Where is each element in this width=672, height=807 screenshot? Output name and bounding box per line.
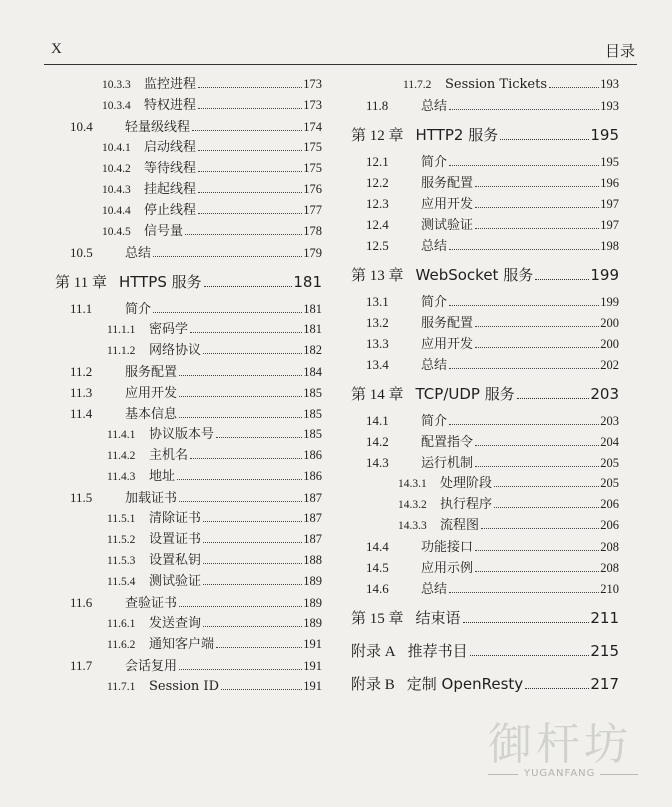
toc-entry-title: 简介 — [421, 414, 448, 429]
toc-entry-number: 11.5.2 — [107, 534, 136, 546]
toc-entry-number: 11.5.3 — [107, 555, 136, 567]
toc-dot-leader — [198, 213, 302, 214]
toc-entry-title: 协议版本号 — [149, 427, 215, 442]
toc-entry-page: 191 — [303, 637, 322, 651]
toc-entry-number: 11.4.2 — [107, 450, 136, 462]
toc-dot-leader — [153, 312, 302, 313]
toc-entry-number: 11.6.2 — [107, 639, 136, 651]
toc-right-column — [351, 74, 619, 700]
toc-entry — [351, 333, 619, 354]
toc-dot-leader — [525, 688, 589, 689]
toc-entry-page: 193 — [600, 77, 619, 91]
toc-chapter-entry — [55, 268, 322, 296]
toc-entry-title: 总结 — [421, 99, 448, 114]
toc-dot-leader — [198, 87, 302, 88]
toc-dot-leader — [179, 669, 302, 670]
toc-entry-number: 11.1.2 — [107, 345, 136, 357]
toc-entry — [351, 578, 619, 599]
toc-entry-title: 应用开发 — [421, 337, 474, 352]
toc-dot-leader — [190, 332, 302, 333]
toc-entry-page: 186 — [303, 469, 322, 483]
toc-entry — [55, 424, 322, 445]
toc-entry-number: 10.3.4 — [102, 100, 131, 112]
toc-dot-leader — [470, 655, 590, 656]
toc-entry-number: 14.3.3 — [398, 520, 427, 532]
toc-chapter-entry — [351, 121, 619, 149]
toc-entry-title: 执行程序 — [440, 497, 493, 512]
toc-entry — [351, 452, 619, 473]
toc-entry-page: 184 — [303, 365, 322, 379]
toc-entry-title: 测试验证 — [421, 218, 474, 233]
toc-entry-number: 11.4 — [70, 406, 93, 421]
toc-dot-leader — [475, 207, 599, 208]
toc-entry-title: 会话复用 — [125, 659, 178, 674]
toc-entry-page: 188 — [303, 553, 322, 567]
toc-entry — [55, 319, 322, 340]
toc-entry-page: 187 — [303, 532, 322, 546]
toc-chapter-entry — [351, 637, 619, 665]
toc-left-column — [55, 74, 322, 697]
toc-entry-page: 204 — [600, 435, 619, 449]
toc-entry — [55, 361, 322, 382]
toc-entry-page: 181 — [293, 273, 322, 291]
toc-entry-title: 轻量级线程 — [125, 120, 191, 135]
toc-entry-page: 203 — [590, 385, 619, 403]
toc-dot-leader — [549, 87, 599, 88]
toc-dot-leader — [449, 305, 599, 306]
toc-entry-title: 处理阶段 — [440, 476, 493, 491]
toc-entry-number: 13.1 — [366, 294, 389, 309]
toc-dot-leader — [463, 622, 590, 623]
toc-entry — [351, 193, 619, 214]
toc-entry-title: HTTPS 服务 — [118, 273, 202, 291]
toc-entry-title: 简介 — [421, 295, 448, 310]
toc-entry-page: 196 — [600, 176, 619, 190]
toc-entry — [351, 172, 619, 193]
toc-entry-number: 11.7.1 — [107, 681, 136, 693]
toc-entry — [55, 242, 322, 263]
toc-entry — [55, 676, 322, 697]
toc-entry — [351, 431, 619, 452]
toc-entry-page: 178 — [303, 224, 322, 238]
toc-entry-title: 测试验证 — [149, 574, 202, 589]
toc-entry-number: 10.4.5 — [102, 226, 131, 238]
toc-dot-leader — [494, 486, 599, 487]
toc-entry-number: 14.3.2 — [398, 499, 427, 511]
toc-entry-number: 第 11 章 — [55, 275, 107, 291]
toc-dot-leader — [203, 521, 302, 522]
toc-entry-number: 13.3 — [366, 336, 389, 351]
toc-entry-page: 200 — [600, 316, 619, 330]
toc-entry-page: 205 — [600, 476, 619, 490]
toc-dot-leader — [475, 445, 599, 446]
toc-entry-page: 175 — [303, 161, 322, 175]
watermark-rule-left — [488, 774, 518, 775]
toc-entry-page: 185 — [303, 427, 322, 441]
toc-entry-title: 配置指令 — [421, 435, 474, 450]
toc-entry-page: 173 — [303, 98, 322, 112]
toc-chapter-entry — [351, 261, 619, 289]
toc-dot-leader — [475, 571, 599, 572]
toc-dot-leader — [198, 171, 302, 172]
toc-dot-leader — [216, 647, 302, 648]
toc-entry-number: 附录 B — [351, 677, 395, 693]
toc-entry — [351, 536, 619, 557]
toc-dot-leader — [203, 626, 302, 627]
toc-dot-leader — [449, 424, 599, 425]
toc-dot-leader — [203, 563, 302, 564]
toc-entry-title: 发送查询 — [149, 616, 202, 631]
toc-entry-page: 185 — [303, 407, 322, 421]
toc-entry-page: 189 — [303, 596, 322, 610]
toc-dot-leader — [535, 279, 589, 280]
toc-entry-title: 服务配置 — [421, 176, 474, 191]
toc-dot-leader — [198, 108, 302, 109]
toc-entry-page: 197 — [600, 218, 619, 232]
toc-entry-number: 11.6.1 — [107, 618, 136, 630]
toc-entry-title: 密码学 — [149, 322, 189, 337]
toc-entry-number: 10.4 — [70, 119, 93, 134]
toc-entry-title: 挂起线程 — [144, 182, 197, 197]
watermark-rule-right — [600, 774, 638, 775]
toc-entry-title: 应用示例 — [421, 561, 474, 576]
toc-entry-page: 191 — [303, 679, 322, 693]
toc-dot-leader — [517, 398, 590, 399]
toc-entry-number: 11.2 — [70, 364, 93, 379]
toc-entry — [351, 515, 619, 536]
toc-entry-title: 总结 — [125, 246, 152, 261]
toc-entry-title: 设置私钥 — [149, 553, 202, 568]
toc-entry-page: 208 — [600, 540, 619, 554]
toc-entry-number: 12.5 — [366, 238, 389, 253]
toc-entry — [55, 529, 322, 550]
toc-entry-page: 181 — [303, 322, 322, 336]
toc-entry-number: 11.7 — [70, 658, 93, 673]
toc-entry — [55, 382, 322, 403]
toc-entry-page: 191 — [303, 659, 322, 673]
toc-entry — [55, 158, 322, 179]
toc-entry-page: 208 — [600, 561, 619, 575]
toc-entry — [351, 312, 619, 333]
toc-entry-title: 服务配置 — [421, 316, 474, 331]
toc-dot-leader — [449, 165, 599, 166]
toc-entry — [55, 613, 322, 634]
toc-entry — [55, 592, 322, 613]
toc-entry-page: 211 — [590, 609, 619, 627]
toc-entry-number: 12.4 — [366, 217, 389, 232]
toc-entry-title: 简介 — [421, 155, 448, 170]
toc-entry-page: 189 — [303, 616, 322, 630]
toc-entry — [351, 494, 619, 515]
toc-entry-title: 网络协议 — [149, 343, 202, 358]
toc-entry-page: 181 — [303, 302, 322, 316]
toc-entry-number: 第 15 章 — [351, 611, 404, 627]
toc-entry — [55, 634, 322, 655]
toc-entry-number: 14.5 — [366, 560, 389, 575]
toc-dot-leader — [185, 234, 302, 235]
toc-entry — [55, 340, 322, 361]
toc-entry — [55, 298, 322, 319]
toc-dot-leader — [475, 550, 599, 551]
toc-dot-leader — [449, 592, 599, 593]
toc-entry — [351, 473, 619, 494]
toc-dot-leader — [198, 192, 302, 193]
toc-entry-number: 11.4.1 — [107, 429, 136, 441]
toc-entry-page: 206 — [600, 518, 619, 532]
toc-dot-leader — [192, 130, 302, 131]
toc-dot-leader — [190, 458, 302, 459]
toc-entry-number: 11.5.1 — [107, 513, 136, 525]
toc-dot-leader — [475, 186, 599, 187]
toc-entry-title: 信号量 — [144, 224, 184, 239]
toc-entry-number: 13.4 — [366, 357, 389, 372]
toc-entry-page: 177 — [303, 203, 322, 217]
toc-entry-page: 199 — [600, 295, 619, 309]
toc-entry — [55, 550, 322, 571]
toc-entry-number: 第 14 章 — [351, 387, 404, 403]
toc-entry-page: 195 — [600, 155, 619, 169]
page-title: 目录 — [604, 42, 635, 60]
toc-entry-title: 通知客户端 — [149, 637, 215, 652]
toc-dot-leader — [203, 353, 302, 354]
toc-entry-page: 175 — [303, 140, 322, 154]
toc-dot-leader — [179, 501, 302, 502]
toc-entry-number: 11.5.4 — [107, 576, 136, 588]
toc-entry-title: 主机名 — [149, 448, 189, 463]
header-rule — [44, 64, 637, 65]
toc-entry-number: 14.3 — [366, 455, 389, 470]
toc-dot-leader — [475, 347, 599, 348]
toc-entry-number: 第 13 章 — [351, 268, 404, 284]
toc-entry — [55, 655, 322, 676]
toc-entry-title: 应用开发 — [125, 386, 178, 401]
toc-entry-page: 174 — [303, 120, 322, 134]
toc-entry-title: 服务配置 — [125, 365, 178, 380]
toc-dot-leader — [449, 249, 599, 250]
toc-entry-number: 10.5 — [70, 245, 93, 260]
toc-entry — [55, 221, 322, 242]
toc-dot-leader — [203, 584, 302, 585]
toc-entry-title: WebSocket 服务 — [415, 266, 534, 284]
toc-dot-leader — [475, 326, 599, 327]
toc-entry — [351, 291, 619, 312]
toc-entry-page: 217 — [590, 675, 619, 693]
toc-entry-number: 第 12 章 — [351, 128, 404, 144]
toc-entry-page: 187 — [303, 491, 322, 505]
toc-entry-title: 流程图 — [440, 518, 480, 533]
toc-entry — [351, 74, 619, 95]
toc-entry-number: 14.1 — [366, 413, 389, 428]
toc-entry-page: 179 — [303, 246, 322, 260]
toc-entry-title: 功能接口 — [421, 540, 474, 555]
toc-dot-leader — [198, 150, 302, 151]
toc-entry — [351, 557, 619, 578]
toc-entry — [351, 214, 619, 235]
toc-entry-number: 12.3 — [366, 196, 389, 211]
toc-dot-leader — [179, 417, 302, 418]
toc-entry-title: 简介 — [125, 302, 152, 317]
toc-entry-page: 200 — [600, 337, 619, 351]
toc-entry-page: 205 — [600, 456, 619, 470]
toc-entry-title: 加载证书 — [125, 491, 178, 506]
toc-entry-title: 等待线程 — [144, 161, 197, 176]
toc-entry — [351, 354, 619, 375]
toc-entry-page: 206 — [600, 497, 619, 511]
toc-entry-page: 186 — [303, 448, 322, 462]
toc-entry-number: 11.1.1 — [107, 324, 136, 336]
toc-entry — [351, 235, 619, 256]
toc-entry — [55, 403, 322, 424]
toc-entry — [55, 116, 322, 137]
toc-entry-number: 14.3.1 — [398, 478, 427, 490]
toc-entry-page: 189 — [303, 574, 322, 588]
toc-entry — [55, 508, 322, 529]
toc-entry-title: 运行机制 — [421, 456, 474, 471]
toc-entry-number: 11.7.2 — [403, 79, 432, 91]
toc-entry — [55, 179, 322, 200]
toc-entry-title: 基本信息 — [125, 407, 178, 422]
toc-entry-number: 附录 A — [351, 644, 396, 660]
toc-entry-number: 10.4.1 — [102, 142, 131, 154]
toc-entry-number: 13.2 — [366, 315, 389, 330]
toc-entry-number: 11.6 — [70, 595, 93, 610]
toc-entry-page: 182 — [303, 343, 322, 357]
toc-dot-leader — [449, 109, 599, 110]
toc-dot-leader — [177, 479, 302, 480]
toc-entry-number: 11.5 — [70, 490, 93, 505]
toc-entry-page: 210 — [600, 582, 619, 596]
toc-entry-title: HTTP2 服务 — [415, 126, 499, 144]
toc-dot-leader — [179, 375, 302, 376]
page-number: X — [51, 41, 62, 57]
toc-entry-page: 173 — [303, 77, 322, 91]
toc-entry-page: 198 — [600, 239, 619, 253]
toc-entry-page: 202 — [600, 358, 619, 372]
toc-dot-leader — [494, 507, 599, 508]
toc-entry — [55, 445, 322, 466]
toc-dot-leader — [500, 139, 589, 140]
toc-entry-title: 结束语 — [415, 609, 461, 627]
toc-entry-title: 推荐书目 — [407, 642, 468, 660]
toc-entry — [55, 200, 322, 221]
toc-entry-title: 特权进程 — [144, 98, 197, 113]
toc-entry-page: 197 — [600, 197, 619, 211]
toc-entry-title: 地址 — [149, 469, 176, 484]
toc-entry — [351, 95, 619, 116]
toc-entry-title: 总结 — [421, 582, 448, 597]
toc-entry-number: 11.3 — [70, 385, 93, 400]
toc-entry-number: 11.1 — [70, 301, 93, 316]
toc-entry — [55, 137, 322, 158]
toc-entry-title: 总结 — [421, 358, 448, 373]
toc-entry-number: 12.1 — [366, 154, 389, 169]
toc-dot-leader — [216, 437, 302, 438]
toc-entry-title: 应用开发 — [421, 197, 474, 212]
toc-entry-title: 查验证书 — [125, 596, 178, 611]
toc-entry-page: 176 — [303, 182, 322, 196]
toc-entry-title: 启动线程 — [144, 140, 197, 155]
toc-chapter-entry — [351, 380, 619, 408]
toc-entry-page: 199 — [590, 266, 619, 284]
toc-entry-page: 215 — [590, 642, 619, 660]
toc-entry — [55, 95, 322, 116]
toc-chapter-entry — [351, 604, 619, 632]
toc-entry-title: TCP/UDP 服务 — [415, 385, 515, 403]
toc-dot-leader — [221, 689, 302, 690]
toc-dot-leader — [204, 286, 293, 287]
toc-entry-title: 总结 — [421, 239, 448, 254]
watermark — [488, 708, 638, 788]
toc-entry-number: 14.2 — [366, 434, 389, 449]
toc-dot-leader — [449, 368, 599, 369]
toc-entry-title: Session ID — [149, 679, 219, 694]
toc-entry-number: 12.2 — [366, 175, 389, 190]
toc-entry-title: 监控进程 — [144, 77, 197, 92]
watermark-subtext: YUGANFANG — [524, 768, 596, 779]
toc-entry-page: 203 — [600, 414, 619, 428]
toc-entry-page: 187 — [303, 511, 322, 525]
toc-entry-title: 设置证书 — [149, 532, 202, 547]
toc-dot-leader — [475, 466, 599, 467]
toc-entry-page: 195 — [590, 126, 619, 144]
toc-dot-leader — [179, 606, 302, 607]
toc-entry-number: 14.4 — [366, 539, 389, 554]
toc-entry — [351, 410, 619, 431]
toc-entry — [55, 571, 322, 592]
toc-entry — [55, 74, 322, 95]
toc-dot-leader — [153, 256, 302, 257]
toc-dot-leader — [179, 396, 302, 397]
toc-entry-number: 11.8 — [366, 98, 389, 113]
toc-entry — [55, 466, 322, 487]
toc-entry — [351, 151, 619, 172]
toc-entry-number: 10.4.4 — [102, 205, 131, 217]
toc-entry-page: 193 — [600, 99, 619, 113]
toc-dot-leader — [203, 542, 302, 543]
toc-entry-number: 14.6 — [366, 581, 389, 596]
toc-entry-number: 10.3.3 — [102, 79, 131, 91]
toc-entry-title: 停止线程 — [144, 203, 197, 218]
toc-entry-page: 185 — [303, 386, 322, 400]
toc-entry-number: 10.4.3 — [102, 184, 131, 196]
toc-chapter-entry — [351, 670, 619, 698]
toc-entry-title: Session Tickets — [445, 77, 548, 92]
toc-entry-title: 定制 OpenResty — [406, 675, 524, 693]
toc-entry-number: 10.4.2 — [102, 163, 131, 175]
toc-entry — [55, 487, 322, 508]
watermark-logo-text: 御杆坊 — [488, 719, 632, 770]
toc-entry-number: 11.4.3 — [107, 471, 136, 483]
toc-entry-title: 清除证书 — [149, 511, 202, 526]
toc-dot-leader — [481, 528, 599, 529]
toc-dot-leader — [475, 228, 599, 229]
